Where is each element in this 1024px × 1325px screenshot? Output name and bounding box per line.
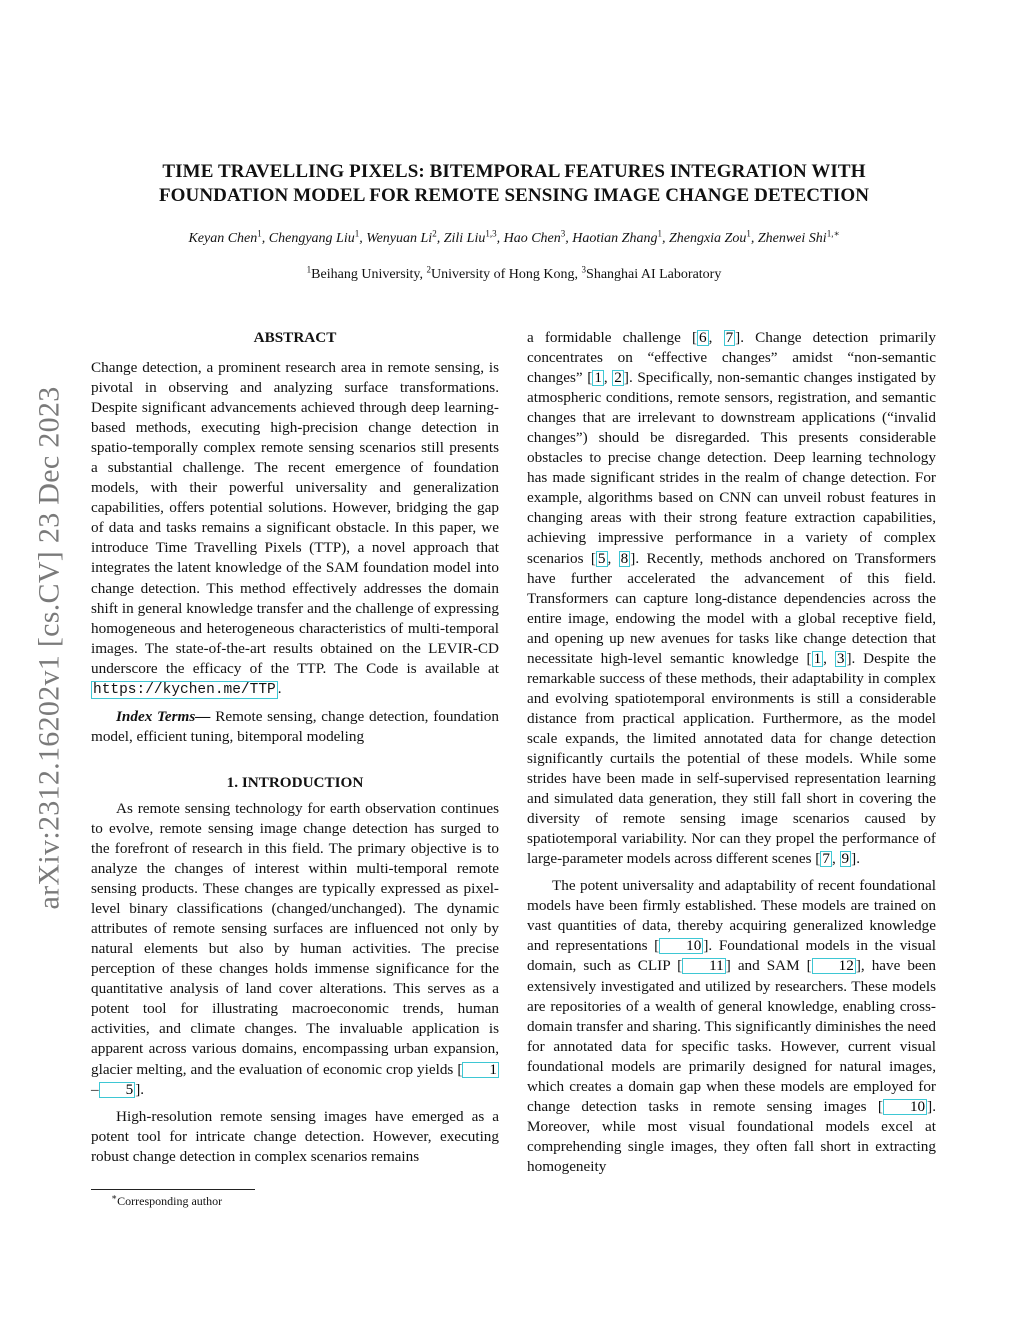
footnote-text: Corresponding author (117, 1194, 223, 1208)
author-name: Chengyang Liu (268, 231, 355, 246)
arxiv-stamp-text: arXiv:2312.16202v1 [cs.CV] 23 Dec 2023 (32, 386, 66, 909)
abstract-heading: ABSTRACT (253, 329, 337, 346)
author-name: Haotian Zhang (572, 231, 658, 246)
index-terms-text: Remote sensing, change detection, foundation model, efficient tuning, bitemporal modeling (91, 707, 499, 745)
author-affiliation-mark: 3 (560, 228, 566, 239)
author-affiliation-mark: 1,∗ (826, 228, 840, 239)
author-affiliation-mark: 1 (657, 228, 662, 239)
citation-link[interactable]: 3 (836, 649, 845, 667)
intro-paragraph-2-continued: a formidable challenge [ 6 , 7 ]. Change detection primarily concentrates on “effective changes” amidst “non-semantic changes” [ 1 , 2 ]. Specifically, non-semantic changes instigated by atmospheric conditions, remote sensors, registration, and semantic changes that are irrelevant to downstream applications (“invalid changes”) should be disregarded. This presents considerable obstacles to precise change detection. Deep learning technology has made significant strides in the realm of change detection. For example, algorithms based on CNN can unveil robust features in changing areas with their strong feature extraction capabilities, achieving impressive performance in a variety of complex scenarios [ 5 , 8 ]. Recently, methods anchored on Transformers have further accelerated the advancement of this field. Transformers can capture long-distance dependencies across the entire image, endowing the model with a global receptive field, and opening up new avenues for tasks like change detection that necessitate high-level semantic knowledge [ 1 , 3 ]. Despite the remarkable success of these methods, their adaptability in complex and evolving spatiotemporal environments is still a considerable distance from practical application. Furthermore, as the model scale expands, the limited annotated data for change detection significantly curtails the potential of these models. While some strides have been made in self-supervised representation learning and simulated data generation, they still fall short in covering the diversity of remote sensing image scenarios caused by spatiotemporal variability. Nor can they propel the performance of large-parameter models across different scenes [ 7 , 9 ]. (527, 329, 937, 868)
author-name: Wenyuan Li (366, 231, 433, 246)
author-name: Zili Liu (443, 231, 486, 246)
author-affiliation-mark: 1 (257, 228, 262, 239)
right-column (527, 328, 936, 1177)
code-link[interactable]: https://kychen.me/TTP (93, 681, 276, 698)
title-line-1: TIME TRAVELLING PIXELS: BITEMPORAL FEATURES INTEGRATION WITH (162, 161, 866, 182)
citation-link[interactable]: 5 (597, 549, 606, 567)
affiliation-mark: 2 (426, 264, 432, 275)
author-name: Zhengxia Zou (668, 231, 747, 246)
footnote-mark: ∗ (111, 1192, 118, 1202)
author-name: Hao Chen (503, 231, 561, 246)
abstract-text: Change detection, a prominent research area in remote sensing, is pivotal in observing and analyzing surface transformations. Despite significant advancements achieved through deep learning-based methods, executing high-precision change detection in spatio-temporally complex remote sensing scenarios still presents a substantial challenge. The recent emergence of foundation models, with their powerful universality and generalization capabilities, offers potential solutions. However, bridging the gap of data and tasks remains a significant obstacle. In this paper, we introduce Time Travelling Pixels (TTP), a novel approach that integrates the latent knowledge of the SAM foundation model into change detection. This method effectively addresses the domain shift in general knowledge transfer and the challenge of expressing homogeneous and heterogeneous characteristics of multi-temporal images. The state-of-the-art results obtained on the LEVIR-CD underscore the efficacy of the TTP. The Code is available at (91, 359, 499, 677)
citation-link[interactable]: 11 (682, 958, 726, 974)
author-affiliation-mark: 1 (746, 228, 751, 239)
paper-title (100, 160, 928, 208)
citation-link[interactable]: 7 (822, 850, 830, 868)
left-column (91, 328, 499, 1167)
citation-link[interactable]: 7 (725, 329, 734, 346)
citation-link[interactable]: 6 (699, 329, 707, 346)
citation-link[interactable]: 12 (812, 958, 856, 974)
citation-link[interactable]: 5 (99, 1082, 136, 1098)
citation-link[interactable]: 1 (813, 649, 822, 667)
citation-link[interactable]: 1 (594, 369, 602, 387)
affiliation-name: Shanghai AI Laboratory (586, 267, 722, 282)
index-terms-label: Index Terms— (116, 707, 211, 725)
author-name: Keyan Chen (188, 231, 258, 246)
footnote-rule (91, 1189, 255, 1190)
citation-link[interactable]: 1 (462, 1062, 499, 1078)
intro-paragraph-2-start: High-resolution remote sensing images have emerged as a potent tool for intricate change detection. However, executing robust change detection in complex scenarios remains (91, 1107, 499, 1165)
abstract-end: . (277, 679, 282, 697)
author-affiliation-mark: 2 (432, 228, 437, 239)
intro-paragraph-3: The potent universality and adaptability of recent foundational models have been firmly established. These models are trained on vast quantities of data, thereby acquiring generalized knowledge and representations [ 10 ]. Foundational models in the visual domain, such as CLIP [ 11 ] and SAM [ 12 ], have been extensively investigated and utilized by researchers. These models are repositories of a wealth of general knowledge, enabling cross-domain transfer and sharing. This significantly diminishes the need for annotated data for specific tasks. However, current visual foundational models are primarily designed for natural images, which creates a domain gap when these models are employed for change detection tasks in remote sensing images [ 10 ]. Moreover, while most visual foundational models excel at comprehending single images, they often fall short in extracting homogeneity (527, 877, 937, 1175)
affiliation-mark: 1 (306, 264, 312, 275)
arxiv-identifier-stamp (30, 350, 68, 945)
index-terms (91, 707, 499, 747)
abstract-body (91, 358, 499, 699)
intro-paragraph-1: As remote sensing technology for earth observation continues to evolve, remote sensing image change detection has surged to the forefront of research in this field. The primary objective is to analyze the changes of interest within multi-temporal remote sensing products. These changes are typically expressed as pixel-level binary classifications (changed/unchanged). The dynamic attributes of remote sensing surfaces are influenced not only by natural elements but also by human activities. The precise perception of these changes holds immense significance for the quantitative analysis of land cover alterations. This serves as a potent tool for illustrating macroeconomic trends, human activities, and climate changes. The invaluable application is apparent across various domains, encompassing urban expansion, glacier melting, and the evaluation of economic crop yields [ 1– 5 ]. (91, 799, 499, 1098)
affiliation-list: $^1$Beihang University, $^2$University of Hong Kong, $^3$Shanghai AI Laboratory (306, 264, 722, 282)
author-affiliation-mark: 1 (354, 228, 360, 239)
citation-link[interactable]: 10 (883, 1099, 927, 1115)
author-name: Zhenwei Shi (757, 231, 827, 246)
citation-link[interactable]: 8 (620, 549, 629, 567)
citation-link[interactable]: 10 (659, 938, 703, 954)
author-affiliation-mark: 1,3 (485, 228, 497, 239)
affiliation-name: University of Hong Kong (431, 267, 575, 282)
affiliation-name: Beihang University (311, 267, 420, 282)
title-line-2: FOUNDATION MODEL FOR REMOTE SENSING IMAGE CHANGE DETECTION (158, 185, 870, 206)
author-list: Keyan Chen$^1$, Chengyang Liu$^1$, Wenyuan Li$^2$, Zili Liu$^{1,3}$, Hao Chen$^3$, Haotian Zhang$^1$, Zhengxia Zou$^1$, Zhenwei Shi$^{1,∗}$ (188, 228, 840, 246)
introduction-heading: 1. INTRODUCTION (226, 773, 364, 791)
affiliation-mark: 3 (581, 264, 587, 275)
citation-link[interactable]: 2 (614, 369, 622, 387)
citation-link[interactable]: 9 (841, 850, 850, 868)
footnote (111, 1193, 222, 1209)
